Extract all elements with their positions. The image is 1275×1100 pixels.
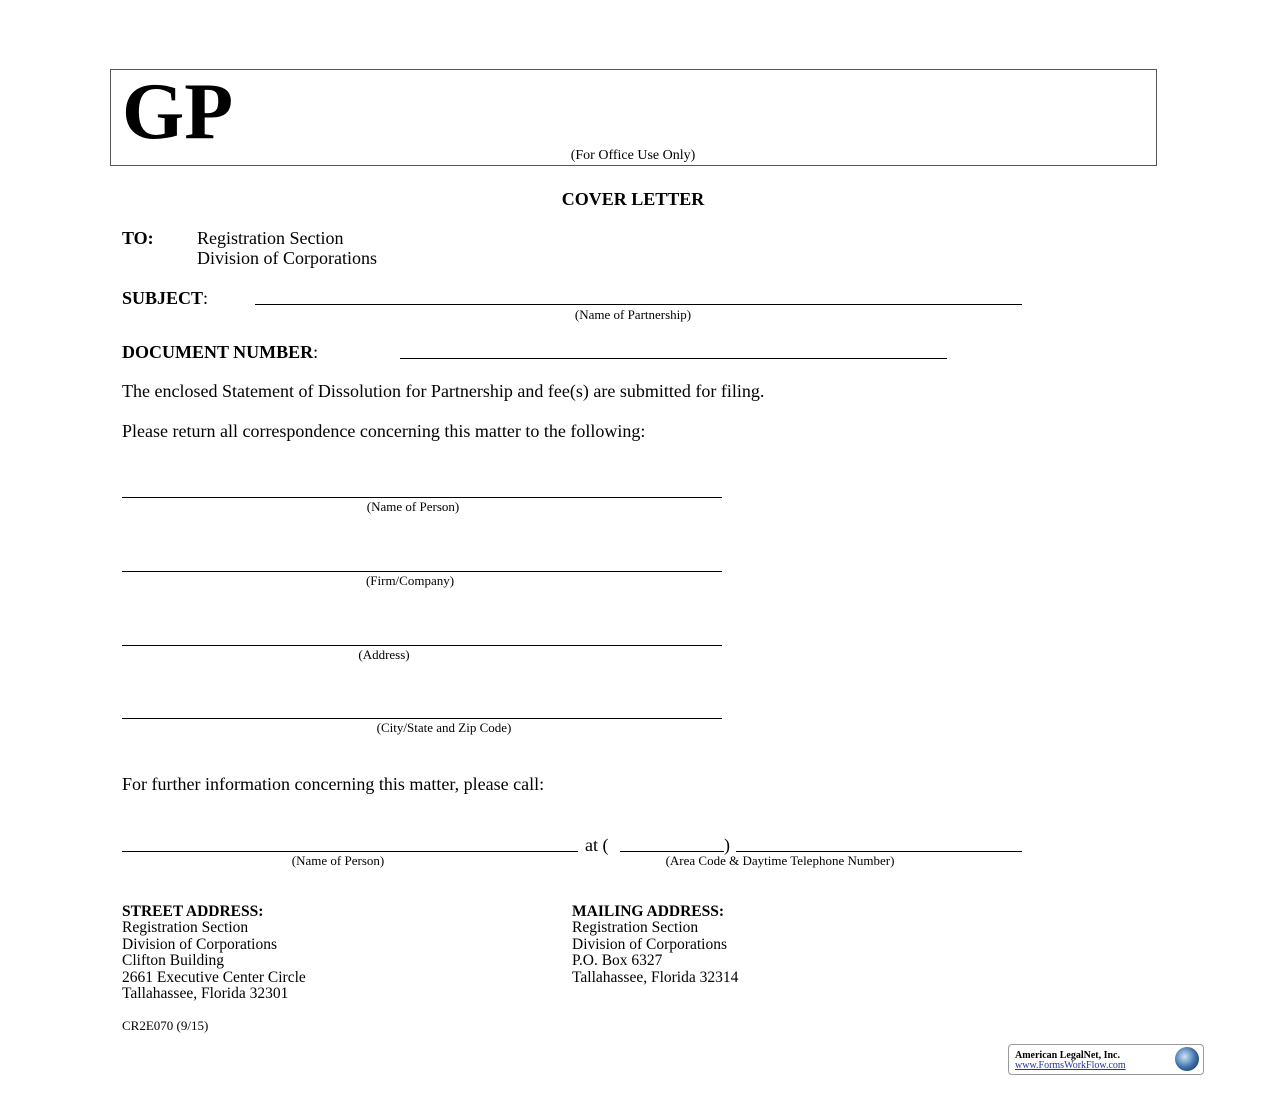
name-of-person-field[interactable]: [122, 497, 722, 498]
to-label: TO:: [122, 228, 154, 248]
contact-name-field[interactable]: [122, 851, 578, 852]
mailing-address-line: Tallahassee, Florida 32314: [572, 968, 739, 986]
office-use-caption: (For Office Use Only): [570, 148, 696, 163]
paragraph-further-info: For further information concerning this matter, please call:: [122, 774, 545, 794]
street-address-line: Clifton Building: [122, 952, 225, 970]
phone-number-field[interactable]: [736, 851, 1022, 852]
mailing-address-heading: MAILING ADDRESS:: [572, 903, 725, 920]
mailing-address-line: P.O. Box 6327: [572, 952, 663, 970]
paragraph-enclosed: The enclosed Statement of Dissolution for Partnership and fee(s) are submitted for filing.: [122, 381, 765, 401]
subject-label-wrap: [122, 289, 208, 307]
subject-colon: :: [203, 288, 209, 308]
street-address-line: 2661 Executive Center Circle: [122, 968, 306, 986]
mailing-address-line: Division of Corporations: [572, 935, 727, 953]
american-legalnet-logo[interactable]: [1008, 1044, 1204, 1075]
form-revision-code: CR2E070 (9/15): [122, 1018, 209, 1033]
city-state-zip-field[interactable]: [122, 718, 722, 719]
document-number-label-wrap: [122, 343, 318, 361]
contact-name-caption: (Name of Person): [291, 853, 385, 868]
logo-url-link[interactable]: www.FormsWorkFlow.com: [1015, 1060, 1126, 1071]
firm-company-field[interactable]: [122, 571, 722, 572]
to-line-2: Division of Corporations: [197, 248, 377, 268]
address-caption: (Address): [358, 647, 410, 662]
mailing-address-line: Registration Section: [572, 919, 699, 937]
document-number-colon: :: [313, 342, 319, 362]
document-number-label: DOCUMENT NUMBER: [122, 342, 314, 362]
subject-caption: (Name of Partnership): [574, 307, 692, 322]
mailing-address-block: [572, 904, 738, 986]
subject-label: SUBJECT: [122, 288, 204, 308]
document-number-field[interactable]: [400, 358, 947, 359]
subject-field[interactable]: [255, 304, 1022, 305]
paragraph-return: Please return all correspondence concerning this matter to the following:: [122, 421, 646, 441]
street-address-line: Registration Section: [122, 919, 249, 937]
city-state-zip-caption: (City/State and Zip Code): [376, 720, 512, 735]
logo-company: American LegalNet, Inc.: [1015, 1050, 1120, 1061]
firm-company-caption: (Firm/Company): [365, 573, 455, 588]
street-address-line: Division of Corporations: [122, 935, 277, 953]
area-code-field[interactable]: [620, 851, 724, 852]
street-address-heading: STREET ADDRESS:: [122, 903, 264, 920]
area-code-close-paren: ): [724, 835, 730, 855]
page-title: COVER LETTER: [561, 189, 705, 209]
globe-icon: [1175, 1047, 1199, 1071]
address-field[interactable]: [122, 645, 722, 646]
street-address-block: [122, 904, 306, 1002]
at-label: at (: [585, 835, 609, 855]
form-code-gp: GP: [122, 68, 234, 156]
phone-caption: (Area Code & Daytime Telephone Number): [665, 853, 895, 868]
name-of-person-caption: (Name of Person): [366, 499, 460, 514]
street-address-line: Tallahassee, Florida 32301: [122, 985, 289, 1003]
to-line-1: Registration Section: [197, 228, 344, 248]
